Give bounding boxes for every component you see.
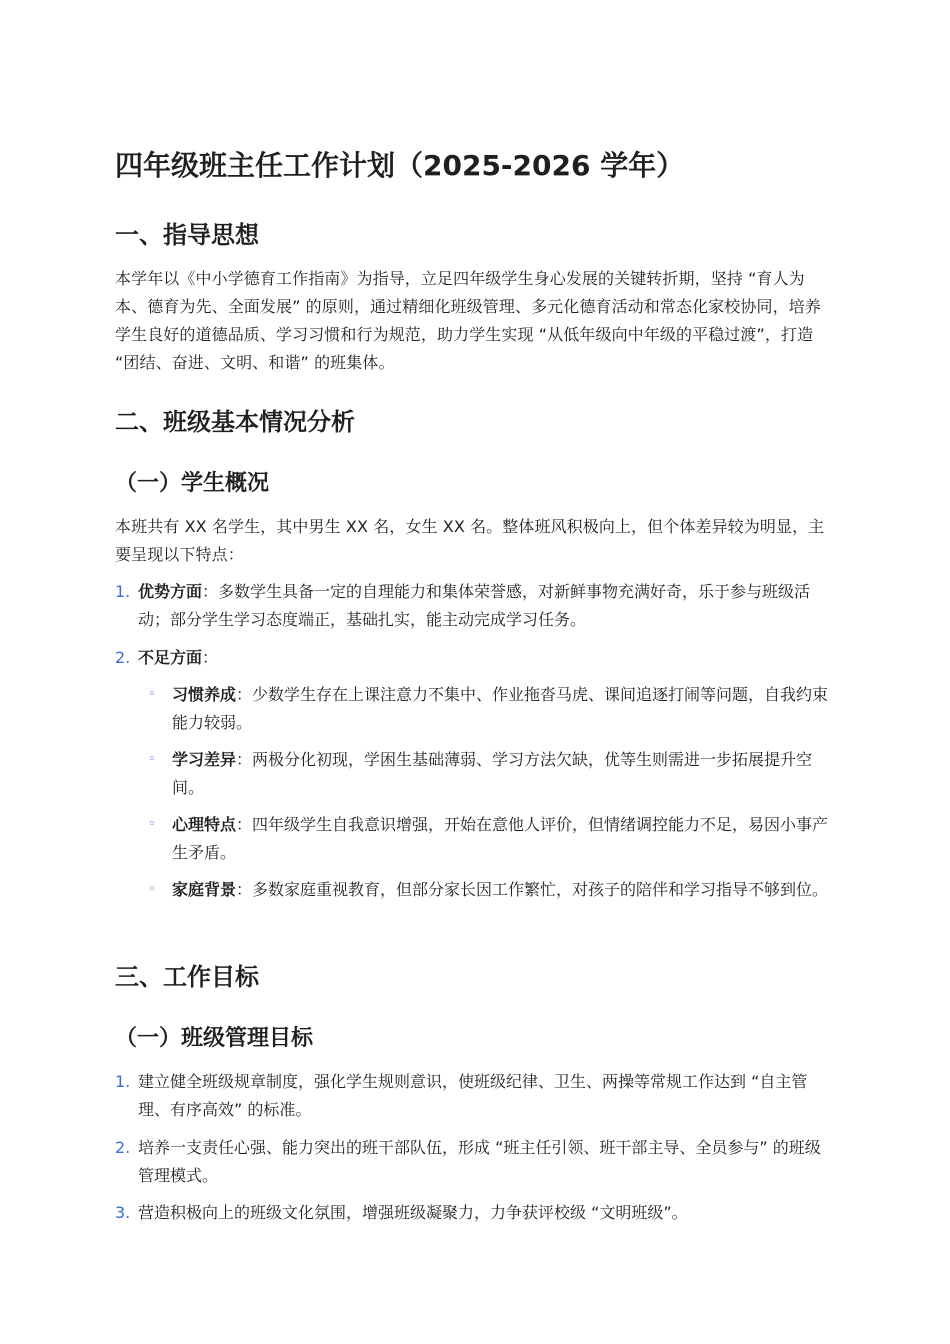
- list-item-text: 培养一支责任心强、能力突出的班干部队伍，形成 “班主任引领、班干部主导、全员参与” 的班级管理模式。: [138, 1138, 821, 1185]
- list-item-label: 优势方面: [138, 582, 203, 601]
- sublist-item-label: 心理特点: [172, 815, 237, 834]
- student-overview-paragraph: 本班共有 XX 名学生，其中男生 XX 名，女生 XX 名。整体班风积极向上，但个体差异较为明显，主要呈现以下特点：: [115, 517, 825, 564]
- hollow-bullet-icon: ◦: [148, 752, 156, 767]
- goal-item: [115, 1134, 830, 1190]
- sublist-item-text: ：四年级学生自我意识增强，开始在意他人评价，但情绪调控能力不足，易因小事产生矛盾。: [172, 815, 829, 862]
- goal-item: [115, 1068, 830, 1124]
- section-heading-guiding-ideology: 一、指导思想: [115, 221, 259, 249]
- list-item-text: ：: [202, 648, 219, 667]
- list-number: 2.: [115, 648, 131, 667]
- subsection-heading-student-overview: （一）学生概况: [115, 471, 270, 496]
- list-item-text: ：多数学生具备一定的自理能力和集体荣誉感，对新鲜事物充满好奇，乐于参与班级活动；部分学生学习态度端正，基础扎实，能主动完成学习任务。: [138, 582, 811, 629]
- sublist-item-text: ：两极分化初现，学困生基础薄弱、学习方法欠缺，优等生则需进一步拓展提升空间。: [172, 750, 813, 797]
- hollow-bullet-icon: ◦: [148, 687, 156, 702]
- section-heading-class-analysis: 二、班级基本情况分析: [115, 408, 355, 436]
- list-item-strengths: [115, 578, 830, 634]
- sublist-item-label: 学习差异: [172, 750, 237, 769]
- list-item-text: 营造积极向上的班级文化氛围，增强班级凝聚力，力争获评校级 “文明班级”。: [138, 1203, 688, 1222]
- subsection-heading-management-goals: （一）班级管理目标: [115, 1026, 314, 1051]
- sublist-item-text: ：多数家庭重视教育，但部分家长因工作繁忙，对孩子的陪伴和学习指导不够到位。: [236, 880, 829, 899]
- hollow-bullet-icon: ◦: [148, 817, 156, 832]
- goal-item: [115, 1199, 830, 1227]
- document-title: 四年级班主任工作计划（2025-2026 学年）: [115, 149, 685, 182]
- list-number: 1.: [115, 582, 131, 601]
- sublist-item-text: ：少数学生存在上课注意力不集中、作业拖沓马虎、课间追逐打闹等问题，自我约束能力较弱。: [172, 685, 829, 732]
- sublist-item-learning-gap: [148, 746, 830, 802]
- sublist-item-family: [148, 876, 830, 904]
- guiding-ideology-paragraph: 本学年以《中小学德育工作指南》为指导，立足四年级学生身心发展的关键转折期，坚持 “育人为本、德育为先、全面发展” 的原则，通过精细化班级管理、多元化德育活动和常态化家校协同，培养学生良好的道德品质、学习习惯和行为规范，助力学生实现 “从低年级向中年级的平稳过渡”，打造 “团结、奋进、文明、和谐” 的班集体。: [115, 269, 821, 372]
- list-number: 1.: [115, 1072, 131, 1091]
- sublist-item-label: 家庭背景: [172, 880, 237, 899]
- list-item-weaknesses: [115, 644, 830, 672]
- sublist-item-psychology: [148, 811, 830, 867]
- sublist-item-label: 习惯养成: [172, 685, 237, 704]
- list-number: 3.: [115, 1203, 131, 1222]
- sublist-item-habits: [148, 681, 830, 737]
- section-heading-work-goals: 三、工作目标: [115, 963, 259, 991]
- list-item-text: 建立健全班级规章制度，强化学生规则意识，使班级纪律、卫生、两操等常规工作达到 “自主管理、有序高效” 的标准。: [138, 1072, 808, 1119]
- list-item-label: 不足方面: [138, 648, 203, 667]
- hollow-bullet-icon: ◦: [148, 882, 156, 897]
- list-number: 2.: [115, 1138, 131, 1157]
